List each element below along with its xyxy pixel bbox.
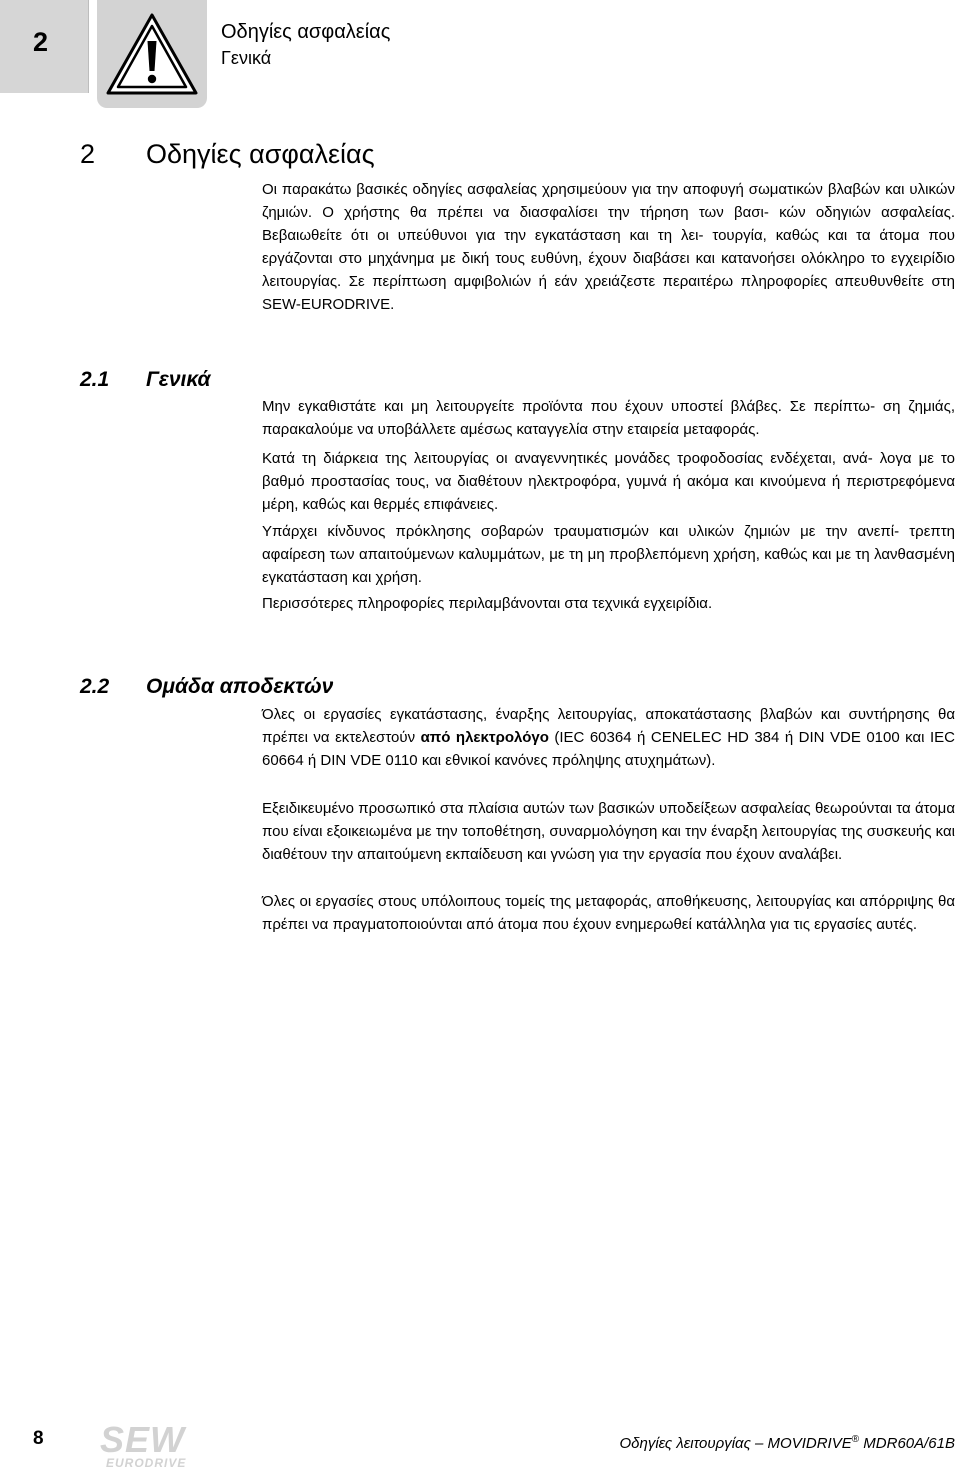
text-line: διαβάσει και κατανοήσει ολόκληρο το εγχειρίδιο λειτουργίας. Σε περίπτωση αμφιβολιών [262,250,956,290]
emphasis-text: από ηλεκτρολόγο [420,729,549,746]
doc-title-text: Οδηγίες λειτουργίας – MOVIDRIVE [619,1435,852,1452]
sew-logo: SEW EURODRIVE [100,1419,187,1470]
text-line: λογα με το βαθμό προστασίας τους, να διαθέτουν ηλεκτροφόρα, γυμνά ή ακόμα και [262,450,955,490]
text-line: Όλες οι εργασίες στους υπόλοιπους τομείς της μεταφοράς, αποθήκευσης, λειτουργίας [262,893,832,910]
page-number: 8 [33,1428,44,1449]
paragraph [262,890,955,936]
text-line: Οι παρακάτω βασικές οδηγίες ασφαλείας χρησιμεύουν για την αποφυγή σωματικών [262,181,823,198]
text-line: 384 ή DIN VDE 0100 και IEC 60664 ή DIN VDE 0110 και εθνικοί κανόνες πρόληψης [262,729,955,769]
subsection-title: Ομάδα αποδεκτών [146,675,334,698]
chapter-tab [0,0,89,93]
registered-mark: ® [851,1434,860,1445]
paragraph [262,703,955,772]
section-intro [262,178,955,316]
document-title [620,1434,956,1452]
text-line: κατάλληλα για τις εργασίες αυτές. [696,916,918,933]
subsection-number: 2.2 [80,675,110,698]
subsection-heading [80,674,333,700]
text-line: Εξειδικευμένο προσωπικό στα πλαίσια αυτών των βασικών υποδείξεων ασφαλείας [262,800,811,817]
header-title: Οδηγίες ασφαλείας [221,21,391,43]
subsection-title: Γενικά [146,368,211,391]
text-line: θεωρούνται τα άτομα που είναι εξοικειωμένα με την τοποθέτηση, συναρμολόγηση και [262,800,955,840]
text-line: την έναρξη λειτουργίας της συσκευής και διαθέτουν την απαιτούμενη εκπαίδευση και [262,823,956,863]
text-line: Κατά τη διάρκεια της λειτουργίας οι αναγεννητικές μονάδες τροφοδοσίας ενδέχεται, ανά- [262,450,873,467]
text-line: γνώση για την εργασία που έχουν αναλάβει. [550,846,843,863]
warning-triangle-icon [106,13,198,97]
paragraph [262,797,955,866]
text-line: Υπάρχει κίνδυνος πρόκλησης σοβαρών τραυματισμών και υλικών ζημιών με την ανεπί- [262,523,900,540]
chapter-number: 2 [33,27,49,57]
paragraph [262,447,955,516]
section-title: Οδηγίες ασφαλείας [146,139,375,169]
warning-box [97,0,207,108]
text-line: Όλες οι εργασίες εγκατάστασης, έναρξης λειτουργίας, αποκατάστασης βλαβών και [262,706,841,723]
section-heading [80,138,375,170]
paragraph [262,520,955,589]
text-line: κών οδηγιών ασφαλείας. Βεβαιωθείτε ότι οι υπεύθυνοι για την εγκατάσταση και τη λει- [262,204,956,244]
text-line: ατυχημάτων). [624,752,716,769]
text-line: ση ζημιάς, παρακαλούμε να υποβάλλετε αμέσως καταγγελία στην εταιρεία μεταφοράς. [262,398,956,438]
section-number: 2 [80,139,96,169]
text-line: ή εάν χρειάζεστε περαιτέρω πληροφορίες απευθυνθείτε στη SEW-EURODRIVE. [262,273,956,313]
text-line: και απόρριψης θα πρέπει να πραγματοποιούνται από άτομα που έχουν ενημερωθεί [262,893,956,933]
text-line: τουργία, καθώς και τα άτομα που εργάζονται στο μηχάνημα με δική τους ευθύνη, έχουν [262,227,956,267]
paragraph [262,395,955,441]
paragraph: Περισσότερες πληροφορίες περιλαμβάνονται στα τεχνικά εγχειρίδια. [262,595,713,612]
text-line: (IEC 60364 ή CENELEC HD [548,729,749,746]
header-subtitle: Γενικά [221,48,272,68]
subsection-number: 2.1 [80,368,110,391]
doc-title-model: MDR60A/61B [859,1435,955,1452]
text-line: βλαβών και υλικών ζημιών. Ο χρήστης θα πρέπει να διασφαλίσει την τήρηση των βασι- [262,181,955,221]
text-line: καθώς και με τη λανθασμένη εγκατάσταση και χρήση. [262,546,955,586]
text-line: κινούμενα ή περιστρεφόμενα μέρη, καθώς και θερμές επιφάνειες. [262,473,956,513]
subsection-heading [80,367,210,393]
text-line: Μην εγκαθιστάτε και μη λειτουργείτε προϊόντα που έχουν υποστεί βλάβες. Σε περίπτω- [262,398,876,415]
text-line: συντήρησης θα πρέπει να εκτελεστούν [262,706,956,746]
text-line: τρεπτη αφαίρεση των απαιτούμενων καλυμμάτων, με τη μη προβλεπόμενη χρήση, [262,523,955,563]
